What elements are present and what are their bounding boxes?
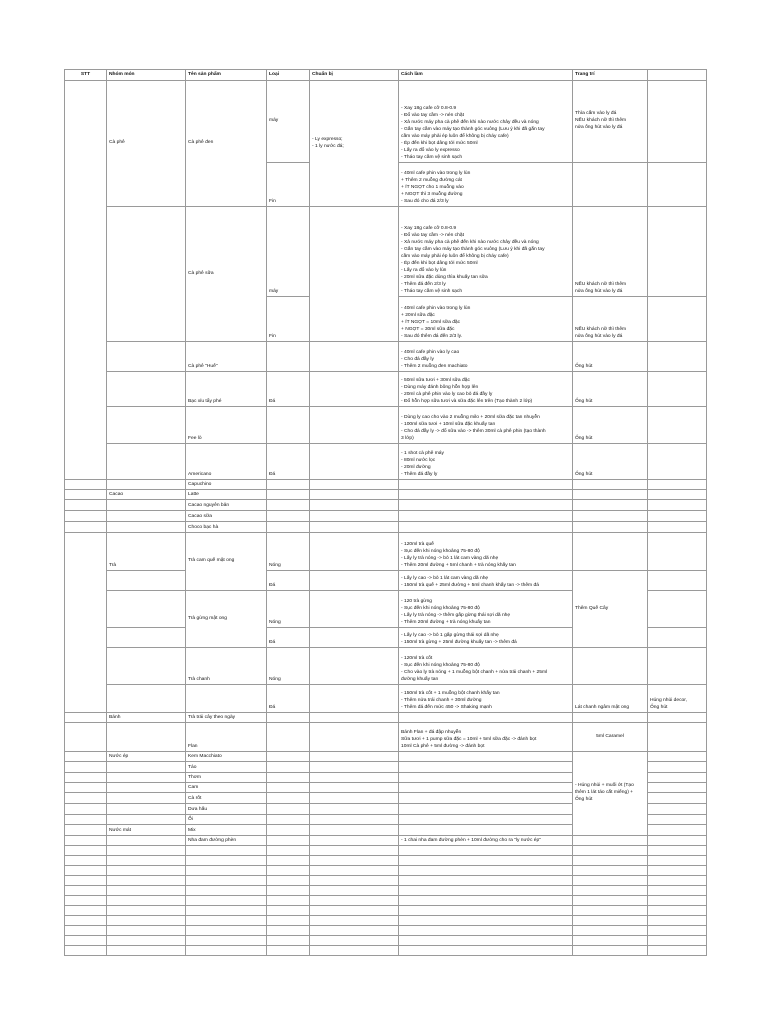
cell-line: Ống hút bbox=[575, 364, 593, 370]
extra-cell bbox=[648, 571, 707, 591]
deco-cell bbox=[573, 533, 648, 571]
cell-line: - 40ml cafe phin vào ly cao bbox=[401, 350, 460, 356]
deco-cell bbox=[573, 571, 648, 648]
group-cell bbox=[107, 648, 186, 685]
cell-line: Thìa cắm vào ly đá bbox=[575, 111, 617, 117]
product-cell: Flan bbox=[186, 723, 267, 752]
cell-line: Ống hút bbox=[650, 705, 668, 711]
cell-line: - Đổ vào tay cầm -> nén chặt bbox=[401, 233, 464, 239]
product-cell: Fee lò bbox=[186, 407, 267, 444]
extra-cell bbox=[648, 533, 707, 571]
cell-line: - Cho đá đầy ly bbox=[401, 357, 434, 363]
deco-cell bbox=[573, 163, 648, 207]
cell-line: - Sục đến khi nóng khoảng 75-80 độ bbox=[401, 606, 480, 612]
deco-cell bbox=[573, 648, 648, 685]
cell-line: Ống hút bbox=[575, 399, 593, 405]
cell-line: - Xả nước máy pha cà phê đến khi nào nước chảy đều và nóng bbox=[401, 120, 539, 126]
cell-line: - Dùng ly cao cho vào 2 muỗng milo + 20ml sữa đặc tan nhuyễn bbox=[401, 415, 540, 421]
type-cell bbox=[267, 723, 310, 752]
type-cell: Nóng bbox=[267, 533, 310, 571]
method-cell bbox=[399, 163, 573, 207]
product-cell: Cacao sữa bbox=[186, 511, 267, 522]
header-method: Cách làm bbox=[399, 70, 573, 81]
method-cell bbox=[399, 444, 573, 480]
cell-line: cầm vào máy phải ép luôn để không bị cháy cafe) bbox=[401, 134, 509, 140]
cell-line: - 20ml sữa đặc dùng thìa khuấy tan sữa bbox=[401, 275, 488, 281]
type-cell: Đá bbox=[267, 628, 310, 648]
extra-cell bbox=[648, 207, 707, 297]
group-cell bbox=[107, 407, 186, 444]
cell-line: + NGỌT thì 3 muỗng đường bbox=[401, 192, 463, 198]
cell-line: - Xay 18g cafe cỡ 0.8-0.9 bbox=[401, 226, 457, 232]
prep-cell bbox=[310, 342, 399, 372]
cell-line: - 20ml cà phê phin vào ly cao bỏ đá đầy ly bbox=[401, 392, 493, 398]
product-cell: Americano bbox=[186, 444, 267, 480]
header-prep: Chuẩn bị bbox=[310, 70, 399, 81]
cell-line: - 150ml trà gừng + 25ml đường khuấy tan -> thêm đá bbox=[401, 640, 517, 646]
header-type: Loại bbox=[267, 70, 310, 81]
deco-cell bbox=[573, 81, 648, 163]
header-stt: STT bbox=[65, 70, 107, 81]
cell-line: - 120ml trà quế bbox=[401, 542, 434, 548]
type-cell bbox=[267, 407, 310, 444]
group-cell bbox=[107, 480, 186, 490]
cell-line: cầm vào máy phải ép luôn để không bị cháy cafe) bbox=[401, 254, 509, 260]
stt-cell bbox=[65, 490, 107, 500]
product-cell: Cam bbox=[186, 783, 267, 793]
product-cell: Nha đam đường phèn bbox=[186, 836, 267, 846]
cell-line: Bánh Flan + đá đập nhuyễn bbox=[401, 730, 462, 736]
cell-line: - Gắn tay cầm vào máy tạo thành góc vuông (Lưu ý khi đã gắn tay bbox=[401, 247, 545, 253]
stt-cell bbox=[65, 713, 107, 723]
type-cell: Đá bbox=[267, 571, 310, 591]
extra-cell bbox=[648, 163, 707, 207]
group-cell bbox=[107, 511, 186, 522]
table-row bbox=[65, 511, 707, 522]
table-row bbox=[65, 522, 707, 533]
cell-line: - Sục đến khi nóng khoảng 75-80 độ bbox=[401, 549, 480, 555]
type-cell: Nóng bbox=[267, 591, 310, 628]
product-cell: Cà phê "Huế" bbox=[186, 342, 267, 372]
table-row bbox=[65, 648, 707, 685]
deco-cell bbox=[573, 297, 648, 342]
extra-cell bbox=[648, 628, 707, 648]
method-cell bbox=[399, 297, 573, 342]
cell-line: nửa ống hút vào ly đá bbox=[575, 334, 623, 340]
extra-cell bbox=[648, 648, 707, 685]
cell-line: - Húng nhủi + muối ớt (Tạo bbox=[575, 783, 634, 789]
type-cell: máy bbox=[267, 207, 310, 297]
prep-cell bbox=[310, 207, 399, 342]
cell-line: - 1 ly nước đá; bbox=[312, 143, 344, 149]
prep-cell bbox=[310, 372, 399, 407]
group-cell bbox=[107, 591, 186, 628]
cell-line: nửa ống hút vào ly đá bbox=[575, 124, 623, 130]
cell-line: - Sục đến khi nóng khoảng 75-80 độ bbox=[401, 663, 480, 669]
method-cell bbox=[399, 591, 573, 628]
method-cell bbox=[399, 628, 573, 648]
cell-line: - 20ml đường bbox=[401, 465, 431, 471]
cell-line: + ÍT NGỌT = 10ml sữa đặc bbox=[401, 320, 461, 326]
method-cell bbox=[399, 648, 573, 685]
method-cell bbox=[399, 81, 573, 163]
method-cell bbox=[399, 372, 573, 407]
deco-cell bbox=[573, 444, 648, 480]
cell-line: - Thêm đá đến 2/3 ly bbox=[401, 282, 446, 288]
prep-cell bbox=[310, 533, 399, 571]
cell-line: - Ép đến khi bọt dâng tới mức 50ml bbox=[401, 261, 478, 267]
table-row bbox=[65, 480, 707, 490]
cell-line: - Thêm 2 muỗng đen machiato bbox=[401, 364, 468, 370]
group-cell: Nước ép bbox=[107, 752, 186, 762]
cell-line: - Đổ vào tay cầm -> nén chặt bbox=[401, 113, 464, 119]
cell-line: 10ml Cà phê + 5ml đường -> đánh bọt bbox=[401, 744, 485, 750]
prep-cell bbox=[310, 407, 399, 444]
prep-cell bbox=[310, 81, 399, 207]
prep-cell bbox=[310, 444, 399, 480]
group-cell bbox=[107, 207, 186, 342]
product-cell: Bạc xỉu tẩy phé bbox=[186, 372, 267, 407]
cell-line: - Ép đến khi bọt dâng tới mức 50ml bbox=[401, 141, 478, 147]
cell-line: Sữa tươi + 1 pump sữa đặc = 10ml + 5ml sữa đặc -> đánh bọt bbox=[401, 737, 537, 743]
type-cell: Nóng bbox=[267, 648, 310, 685]
table-row bbox=[65, 372, 707, 407]
group-cell: Cacao bbox=[107, 490, 186, 500]
prep-cell bbox=[310, 571, 399, 591]
stt-cell bbox=[65, 723, 107, 752]
table-row bbox=[65, 407, 707, 444]
table-row bbox=[65, 723, 707, 752]
cell-line: - 1 chai nha đam đường phèn + 10ml đường cho ra "ly nước ép" bbox=[401, 838, 541, 844]
product-cell: Cà phê đen bbox=[186, 81, 267, 207]
deco-cell bbox=[573, 342, 648, 372]
extra-cell bbox=[648, 342, 707, 372]
product-cell: Kem Macchiato bbox=[186, 752, 267, 762]
extra-cell bbox=[648, 407, 707, 444]
table-row bbox=[65, 342, 707, 372]
stt-cell bbox=[65, 511, 107, 522]
cell-line: Thêm Quế Cây bbox=[575, 605, 609, 611]
method-cell bbox=[399, 407, 573, 444]
group-cell bbox=[107, 723, 186, 752]
cell-line: Ống hút bbox=[575, 472, 593, 478]
cell-line: NẾU khách nữ thì thêm bbox=[575, 282, 627, 288]
product-cell: Capuchino bbox=[186, 480, 267, 490]
table-row bbox=[65, 713, 707, 723]
type-cell: Đá bbox=[267, 444, 310, 480]
cell-line: - Gắn tay cầm vào máy tạo thành góc vuông (Lưu ý khi đã gắn tay bbox=[401, 127, 545, 133]
stt-cell bbox=[65, 522, 107, 533]
product-cell: Dưa hấu bbox=[186, 804, 267, 815]
cell-line: đường khuấy tan bbox=[401, 677, 439, 683]
method-cell bbox=[399, 342, 573, 372]
method-cell bbox=[399, 685, 573, 713]
table-row bbox=[65, 490, 707, 500]
group-cell: Bánh bbox=[107, 713, 186, 723]
extra-cell bbox=[648, 372, 707, 407]
extra-cell bbox=[648, 444, 707, 480]
cell-line: 5ml Caramel bbox=[596, 733, 624, 739]
cell-line: NẾU khách nữ thì thêm bbox=[575, 118, 627, 124]
header-extra bbox=[648, 70, 707, 81]
cell-line: - 100ml sữa tươi + 10ml sữa đặc khuấy tan bbox=[401, 422, 496, 428]
method-cell bbox=[399, 571, 573, 591]
cell-line: + NGỌT = 30ml sữa đặc bbox=[401, 327, 455, 333]
group-cell bbox=[107, 522, 186, 533]
cell-line: 3 lớp) bbox=[401, 436, 414, 442]
product-cell: Choco bạc hà bbox=[186, 522, 267, 533]
cell-line: - Thêm 20ml đường + trà nóng khuấy tan bbox=[401, 620, 491, 626]
cell-line: - 120 trà gừng bbox=[401, 599, 433, 605]
table-row bbox=[65, 81, 707, 163]
table-row bbox=[65, 207, 707, 297]
cell-line: - Tháo tay cầm vệ sinh sạch bbox=[401, 289, 463, 295]
cell-line: - 80ml nước lọc bbox=[401, 458, 436, 464]
cell-line: - Dùng máy đánh bông hỗn hợp lên bbox=[401, 385, 479, 391]
cell-line: Lát chanh ngâm mật ong bbox=[575, 705, 630, 711]
group-cell: Nước mát bbox=[107, 825, 186, 836]
cell-line: Ống hút bbox=[575, 436, 593, 442]
product-cell: Trà gừng mật ong bbox=[186, 591, 267, 648]
table-row bbox=[65, 533, 707, 571]
cell-line: - Đổ hỗn hợp sữa tươi và sữa đặc lên trên (Tạo thành 2 lớp) bbox=[401, 399, 533, 405]
product-cell: Trà cam quế mật ong bbox=[186, 533, 267, 591]
product-cell: Trà trái cây theo ngày bbox=[186, 713, 267, 723]
stt-cell bbox=[65, 81, 107, 480]
cell-line: - Sau đó cho đá 2/3 ly bbox=[401, 199, 449, 205]
cell-line: - Tháo tay cầm vệ sinh sạch bbox=[401, 155, 463, 161]
deco-cell bbox=[573, 372, 648, 407]
group-cell: Trà bbox=[107, 533, 186, 571]
cell-line: + ÍT NGỌT cho 1 muỗng vào bbox=[401, 185, 464, 191]
prep-cell bbox=[310, 723, 399, 752]
product-cell: Cà phê sữa bbox=[186, 207, 267, 342]
type-cell: Fin bbox=[267, 297, 310, 342]
product-cell bbox=[186, 685, 267, 713]
product-cell: Mix bbox=[186, 825, 267, 836]
product-cell: Ổi bbox=[186, 815, 267, 825]
stt-cell bbox=[65, 533, 107, 713]
cell-line: - Lấy ly cao -> bỏ 1 gấp gừng thái sợi dã nhẹ bbox=[401, 633, 499, 639]
header-product: Tên sản phẩm bbox=[186, 70, 267, 81]
group-cell bbox=[107, 372, 186, 407]
product-cell: Táo bbox=[186, 762, 267, 773]
cell-line: Ống hút bbox=[575, 796, 593, 802]
cell-line: - Xay 18g cafe cỡ 0.8-0.9 bbox=[401, 106, 457, 112]
cell-line: - Lấy ra đổ vào ly expresso bbox=[401, 148, 460, 154]
cell-line: Húng nhủi decor, bbox=[650, 698, 687, 704]
cell-line: - 150ml trà cốt + 1 muỗng bột chanh khấy tan bbox=[401, 691, 500, 697]
cell-line: - Lấy ly trà nóng -> thêm gấp gừng thái sợi dã nhẹ bbox=[401, 613, 511, 619]
prep-cell bbox=[310, 685, 399, 713]
prep-cell bbox=[310, 591, 399, 628]
cell-line: - Lấy ly cao -> bỏ 1 lát cam vàng dã nhẹ bbox=[401, 576, 489, 582]
stt-cell bbox=[65, 500, 107, 511]
extra-cell bbox=[648, 723, 707, 752]
cell-line: - 120ml trà cốt bbox=[401, 656, 433, 662]
deco-cell bbox=[573, 207, 648, 297]
cell-line: - Cho vào ly trà nóng + 1 muỗng bột chanh + nửa trái chanh + 25ml bbox=[401, 670, 548, 676]
table-row bbox=[65, 836, 707, 846]
extra-cell bbox=[648, 81, 707, 163]
cell-line: - Lấy ly trà nóng -> bỏ 1 lát cam vàng dã nhẹ bbox=[401, 556, 499, 562]
type-cell: máy bbox=[267, 81, 310, 163]
table-row bbox=[65, 685, 707, 713]
method-cell bbox=[399, 533, 573, 571]
group-cell: Cà phê bbox=[107, 81, 186, 207]
deco-cell bbox=[573, 407, 648, 444]
product-cell: Thơm bbox=[186, 773, 267, 783]
table-row bbox=[65, 444, 707, 480]
type-cell bbox=[267, 342, 310, 372]
product-cell: Trà chanh bbox=[186, 648, 267, 685]
deco-cell bbox=[573, 752, 648, 836]
table-row bbox=[65, 752, 707, 762]
method-cell bbox=[399, 836, 573, 846]
group-cell bbox=[107, 444, 186, 480]
group-cell bbox=[107, 571, 186, 591]
product-cell: Cà rốt bbox=[186, 793, 267, 804]
product-cell: Latte bbox=[186, 490, 267, 500]
stt-cell bbox=[65, 480, 107, 490]
cell-line: - Thêm đá đến mức 450 -> Shaking mạnh bbox=[401, 705, 492, 711]
cell-line: - Thêm 20ml đường + 5ml chanh + trà nóng khấy tan bbox=[401, 563, 516, 569]
group-cell bbox=[107, 628, 186, 648]
header-group: Nhóm món bbox=[107, 70, 186, 81]
table-row bbox=[65, 500, 707, 511]
prep-cell bbox=[310, 648, 399, 685]
type-cell: Đá bbox=[267, 372, 310, 407]
cell-line: - 150ml trà quế + 25ml đường + 5ml chanh khấy tan -> thêm đá bbox=[401, 583, 539, 589]
cell-line: thêm 1 lát táo cắt miếng) + bbox=[575, 790, 634, 796]
deco-cell bbox=[573, 723, 648, 752]
cell-line: - Thêm nửa trái chanh + 30ml đường bbox=[401, 698, 482, 704]
cell-line: NẾU khách nữ thì thêm bbox=[575, 327, 627, 333]
group-cell bbox=[107, 342, 186, 372]
cell-line: - 50ml sữa tươi + 30ml sữa đặc bbox=[401, 378, 470, 384]
extra-cell bbox=[648, 685, 707, 713]
type-cell: Fin bbox=[267, 163, 310, 207]
method-cell bbox=[399, 723, 573, 752]
deco-cell bbox=[573, 685, 648, 713]
cell-line: - Sau đó thêm đá đến 2/3 ly. bbox=[401, 334, 463, 340]
table-row bbox=[65, 571, 707, 591]
prep-cell bbox=[310, 628, 399, 648]
extra-cell bbox=[648, 297, 707, 342]
type-cell: Đá bbox=[267, 685, 310, 713]
header-deco: Trang trí bbox=[573, 70, 648, 81]
cell-line: - 40ml cafe phin vào trong ly lùn bbox=[401, 171, 471, 177]
extra-cell bbox=[648, 591, 707, 628]
cell-line: + Thêm 2 muỗng đường cát bbox=[401, 178, 462, 184]
group-cell bbox=[107, 500, 186, 511]
cell-line: - Ly expresso; bbox=[312, 136, 343, 142]
cell-line: + 20ml sữa đặc bbox=[401, 313, 435, 319]
recipe-table bbox=[64, 69, 707, 956]
stt-cell bbox=[65, 752, 107, 762]
product-cell: Cacao nguyên bản bbox=[186, 500, 267, 511]
cell-line: - Lấy ra đổ vào ly lùn bbox=[401, 268, 447, 274]
cell-line: - 1 shot cà phê máy bbox=[401, 451, 444, 457]
cell-line: - Thêm đá đầy ly bbox=[401, 472, 438, 478]
cell-line: - Xả nước máy pha cà phê đến khi nào nước chảy đều và nóng bbox=[401, 240, 539, 246]
cell-line: nửa ống hút vào ly đá bbox=[575, 289, 623, 295]
cell-line: - 40ml cafe phin vào trong ly lùn bbox=[401, 306, 471, 312]
group-cell bbox=[107, 685, 186, 713]
header-row bbox=[65, 70, 707, 81]
cell-line: - Cho đá đầy ly -> đổ sữa vào -> thêm 30ml cà phê phin (tạo thành bbox=[401, 429, 546, 435]
method-cell bbox=[399, 207, 573, 297]
